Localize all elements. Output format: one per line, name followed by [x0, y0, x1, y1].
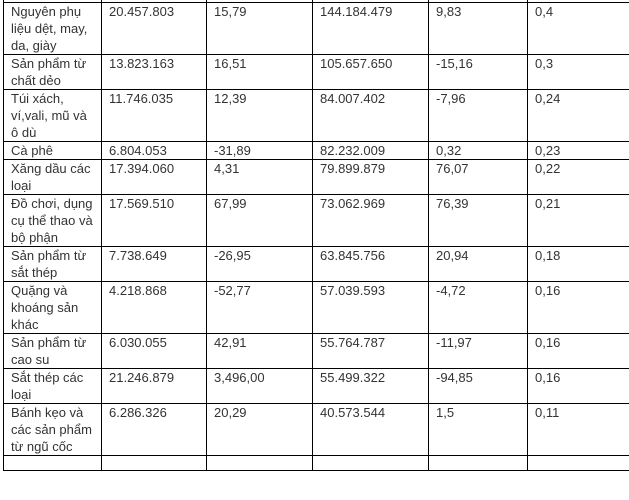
- percent-cell: -7,96: [429, 90, 528, 142]
- percent-cell: 16,51: [207, 55, 313, 90]
- share-cell: 0,23: [528, 142, 629, 160]
- percent-cell: -15,16: [429, 55, 528, 90]
- share-cell: 0,4: [528, 3, 629, 55]
- value-cell: 21.246.879: [102, 369, 207, 404]
- percent-cell: 12,39: [207, 90, 313, 142]
- table-row: [4, 90, 629, 142]
- percent-cell: 20,94: [429, 247, 528, 282]
- value-cell: 6.030.055: [102, 334, 207, 369]
- percent-cell: -4,72: [429, 282, 528, 334]
- commodity-name-cell: Quặng và khoáng sản khác: [4, 282, 102, 334]
- percent-cell: 3,496,00: [207, 369, 313, 404]
- value-cell: 17.569.510: [102, 195, 207, 247]
- percent-cell: -94,85: [429, 369, 528, 404]
- share-cell: 0,11: [528, 404, 629, 456]
- share-cell: 0,16: [528, 334, 629, 369]
- percent-cell: 0,32: [429, 142, 528, 160]
- table-row: [4, 247, 629, 282]
- share-cell: 0,18: [528, 247, 629, 282]
- value-cell: 57.039.593: [313, 282, 429, 334]
- share-cell: 0,3: [528, 55, 629, 90]
- percent-cell: -26,95: [207, 247, 313, 282]
- table-row: [4, 282, 629, 334]
- table-row: [4, 195, 629, 247]
- table-row: [4, 160, 629, 195]
- percent-cell: 76,07: [429, 160, 528, 195]
- value-cell: 84.007.402: [313, 90, 429, 142]
- value-cell: 6.804.053: [102, 142, 207, 160]
- percent-cell: 1,5: [429, 404, 528, 456]
- percent-cell: 9,83: [429, 3, 528, 55]
- value-cell: 11.746.035: [102, 90, 207, 142]
- value-cell: 79.899.879: [313, 160, 429, 195]
- value-cell: 40.573.544: [313, 404, 429, 456]
- commodity-name-cell: Bánh kẹo và các sản phẩm từ ngũ cốc: [4, 404, 102, 456]
- table-body: [4, 0, 629, 471]
- value-cell: 13.823.163: [102, 55, 207, 90]
- percent-cell: 76,39: [429, 195, 528, 247]
- value-cell: [102, 456, 207, 471]
- percent-cell: [207, 456, 313, 471]
- commodity-name-cell: Sản phẩm từ chất dẻo: [4, 55, 102, 90]
- table-row: [4, 404, 629, 456]
- table-row: [4, 142, 629, 160]
- percent-cell: 42,91: [207, 334, 313, 369]
- table-row: [4, 369, 629, 404]
- value-cell: 4.218.868: [102, 282, 207, 334]
- commodity-name-cell: Sản phẩm từ cao su: [4, 334, 102, 369]
- value-cell: 55.499.322: [313, 369, 429, 404]
- share-cell: 0,22: [528, 160, 629, 195]
- clipped-row-below: [4, 456, 629, 471]
- commodity-name-cell: Xăng dầu các loại: [4, 160, 102, 195]
- value-cell: 144.184.479: [313, 3, 429, 55]
- share-cell: [528, 456, 629, 471]
- value-cell: 17.394.060: [102, 160, 207, 195]
- commodity-name-cell: [4, 456, 102, 471]
- percent-cell: 20,29: [207, 404, 313, 456]
- value-cell: [313, 456, 429, 471]
- share-cell: 0,24: [528, 90, 629, 142]
- commodity-name-cell: Túi xách, ví,vali, mũ và ô dù: [4, 90, 102, 142]
- commodity-name-cell: Sản phẩm từ sắt thép: [4, 247, 102, 282]
- value-cell: 73.062.969: [313, 195, 429, 247]
- table-row: [4, 334, 629, 369]
- percent-cell: 15,79: [207, 3, 313, 55]
- percent-cell: -11,97: [429, 334, 528, 369]
- share-cell: 0,16: [528, 369, 629, 404]
- commodity-name-cell: Sắt thép các loại: [4, 369, 102, 404]
- value-cell: 55.764.787: [313, 334, 429, 369]
- commodity-name-cell: Nguyên phụ liệu dệt, may, da, giày: [4, 3, 102, 55]
- value-cell: 6.286.326: [102, 404, 207, 456]
- value-cell: 105.657.650: [313, 55, 429, 90]
- value-cell: 82.232.009: [313, 142, 429, 160]
- percent-cell: 67,99: [207, 195, 313, 247]
- commodity-name-cell: Đồ chơi, dụng cụ thể thao và bộ phận: [4, 195, 102, 247]
- commodity-name-cell: Cà phê: [4, 142, 102, 160]
- table-row: [4, 55, 629, 90]
- value-cell: 7.738.649: [102, 247, 207, 282]
- percent-cell: 4,31: [207, 160, 313, 195]
- commodity-stats-table: [3, 0, 629, 471]
- percent-cell: -52,77: [207, 282, 313, 334]
- table-row: [4, 3, 629, 55]
- share-cell: 0,21: [528, 195, 629, 247]
- value-cell: 20.457.803: [102, 3, 207, 55]
- share-cell: 0,16: [528, 282, 629, 334]
- value-cell: 63.845.756: [313, 247, 429, 282]
- percent-cell: [429, 456, 528, 471]
- percent-cell: -31,89: [207, 142, 313, 160]
